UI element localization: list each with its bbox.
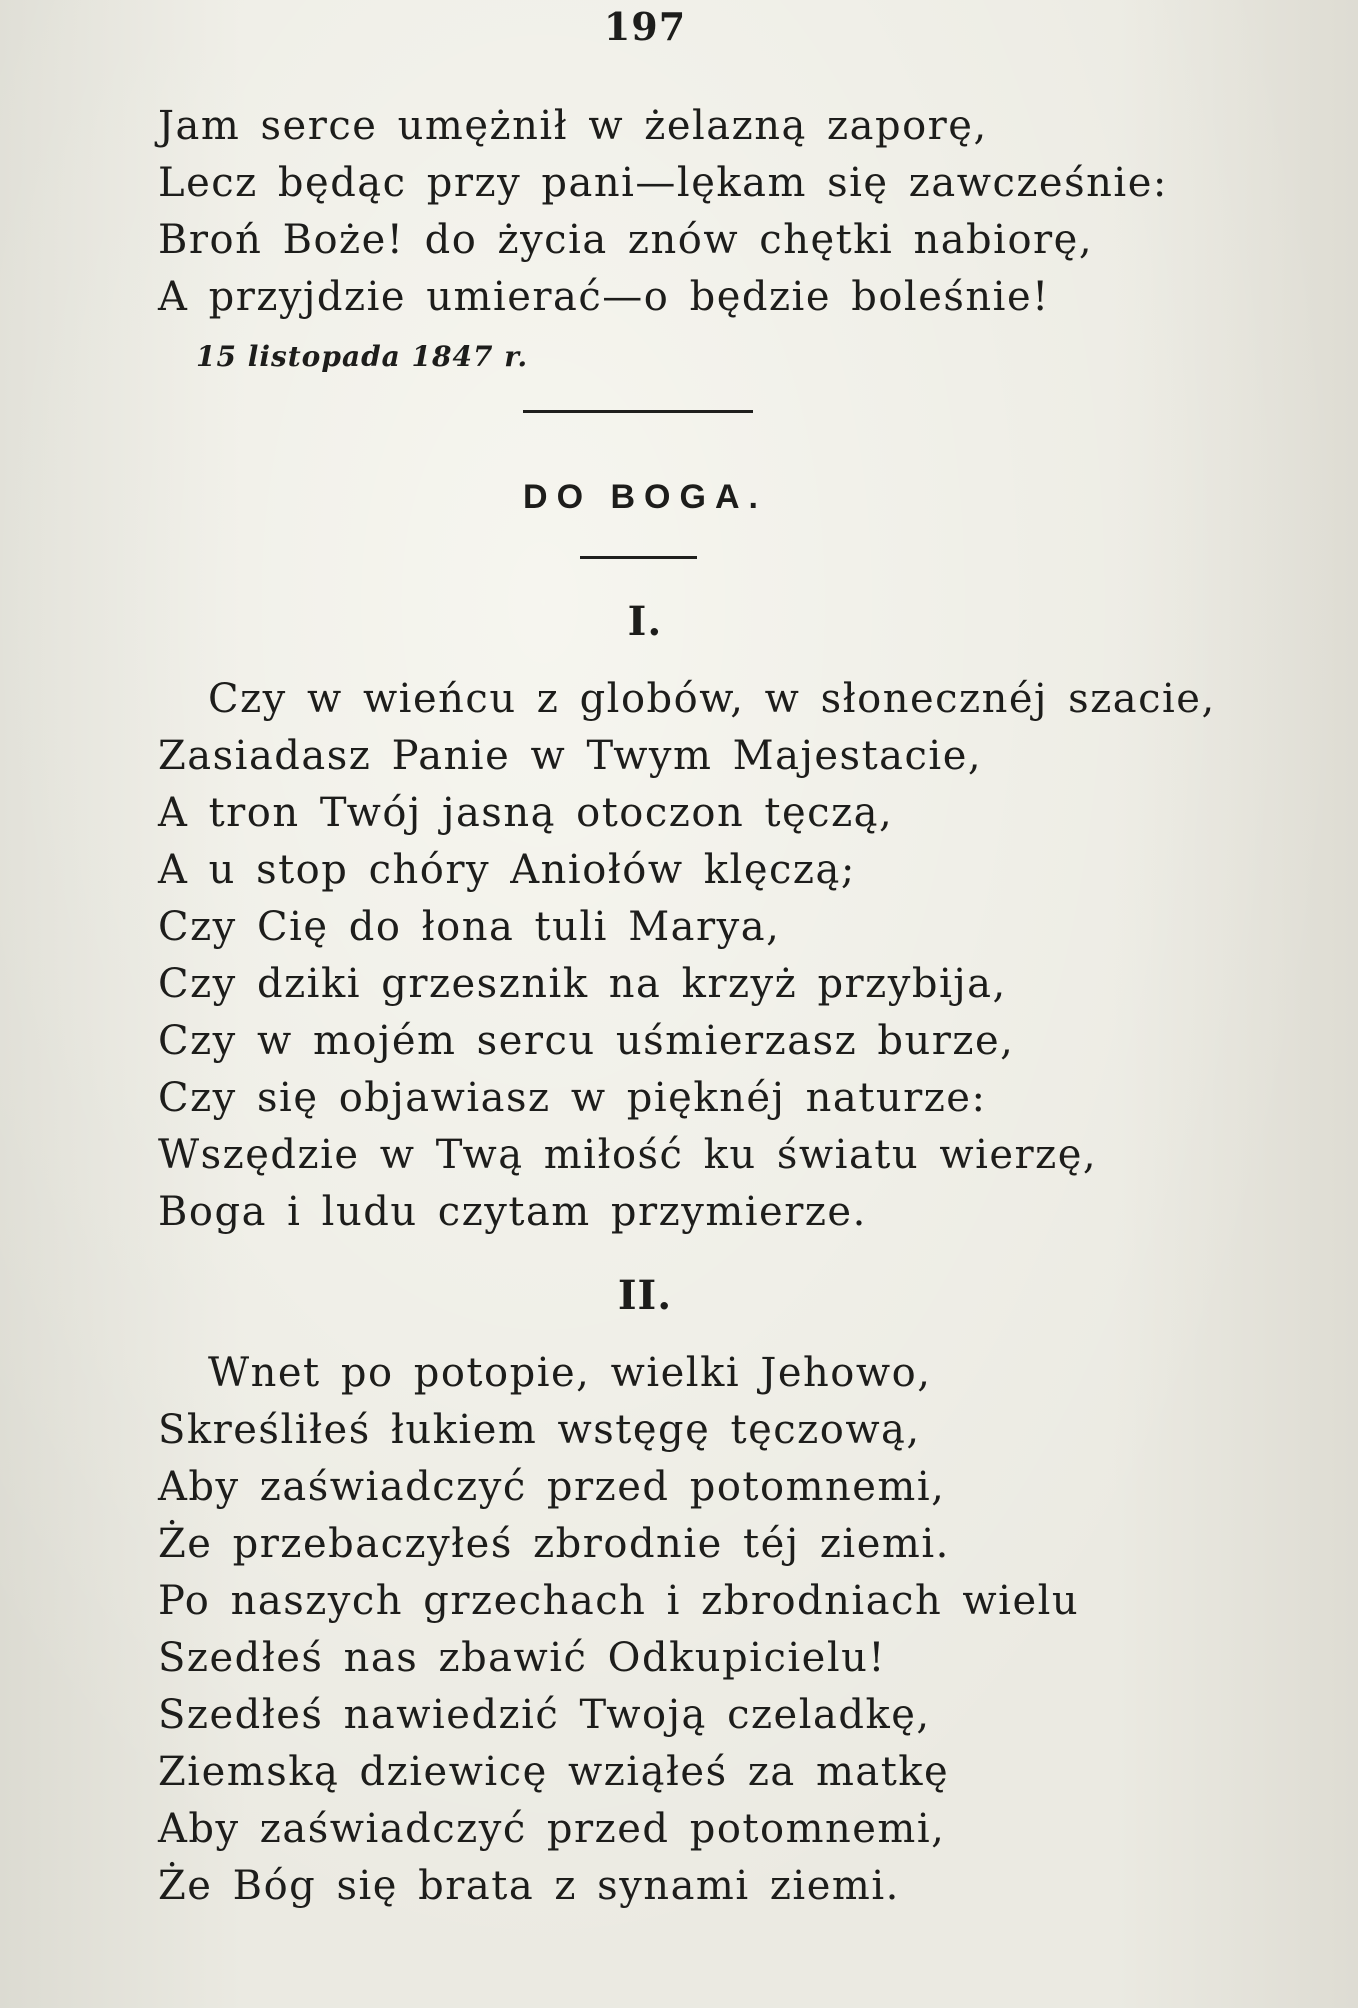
title-underline-rule (580, 556, 697, 559)
poem-title: DO BOGA. (523, 478, 767, 516)
verse-line: Jam serce umężnił w żelazną zaporę, (158, 103, 988, 149)
verse-line: Skreśliłeś łukiem wstęgę tęczową, (158, 1407, 921, 1453)
verse-line: Czy w wieńcu z globów, w słonecznéj szacie, (208, 676, 1216, 722)
verse-line: Aby zaświadczyć przed potomnemi, (158, 1806, 946, 1852)
verse-line: Lecz będąc przy pani—lękam się zawcześnie: (158, 160, 1168, 206)
section-number: II. (617, 1272, 673, 1319)
verse-line: Broń Boże! do życia znów chętki nabiorę, (158, 217, 1094, 263)
divider-rule (523, 410, 753, 413)
verse-line: Szedłeś nas zbawić Odkupicielu! (158, 1635, 886, 1681)
verse-line: Szedłeś nawiedzić Twoją czeladkę, (158, 1692, 931, 1738)
verse-line: Że przebaczyłeś zbrodnie téj ziemi. (158, 1521, 950, 1567)
verse-line: Że Bóg się brata z synami ziemi. (158, 1863, 900, 1909)
verse-line: Czy się objawiasz w pięknéj naturze: (158, 1075, 987, 1121)
verse-line: Wnet po potopie, wielki Jehowo, (208, 1350, 932, 1396)
verse-line: Ziemską dziewicę wziąłeś za matkę (158, 1749, 950, 1795)
verse-line: A tron Twój jasną otoczon tęczą, (158, 790, 894, 836)
verse-line: Wszędzie w Twą miłość ku światu wierzę, (158, 1132, 1098, 1178)
verse-line: Aby zaświadczyć przed potomnemi, (158, 1464, 946, 1510)
verse-line: A przyjdzie umierać—o będzie boleśnie! (158, 274, 1050, 320)
verse-line: Po naszych grzechach i zbrodniach wielu (158, 1578, 1080, 1624)
previous-poem-final-stanza (158, 98, 1168, 326)
verse-line: Czy Cię do łona tuli Marya, (158, 904, 781, 950)
section-number: I. (627, 598, 663, 645)
verse-line: Czy dziki grzesznik na krzyż przybija, (158, 961, 1007, 1007)
page-number: 197 (603, 4, 687, 49)
verse-line: Zasiadasz Panie w Twym Majestacie, (158, 733, 983, 779)
verse-line: A u stop chóry Aniołów klęczą; (158, 847, 856, 893)
verse-line: Boga i ludu czytam przymierze. (158, 1189, 867, 1235)
section-one-stanza (158, 671, 1216, 1241)
verse-line: Czy w mojém sercu uśmierzasz burze, (158, 1018, 1015, 1064)
section-two-stanza (158, 1345, 1079, 1915)
poem-date: 15 listopada 1847 r. (196, 340, 529, 373)
